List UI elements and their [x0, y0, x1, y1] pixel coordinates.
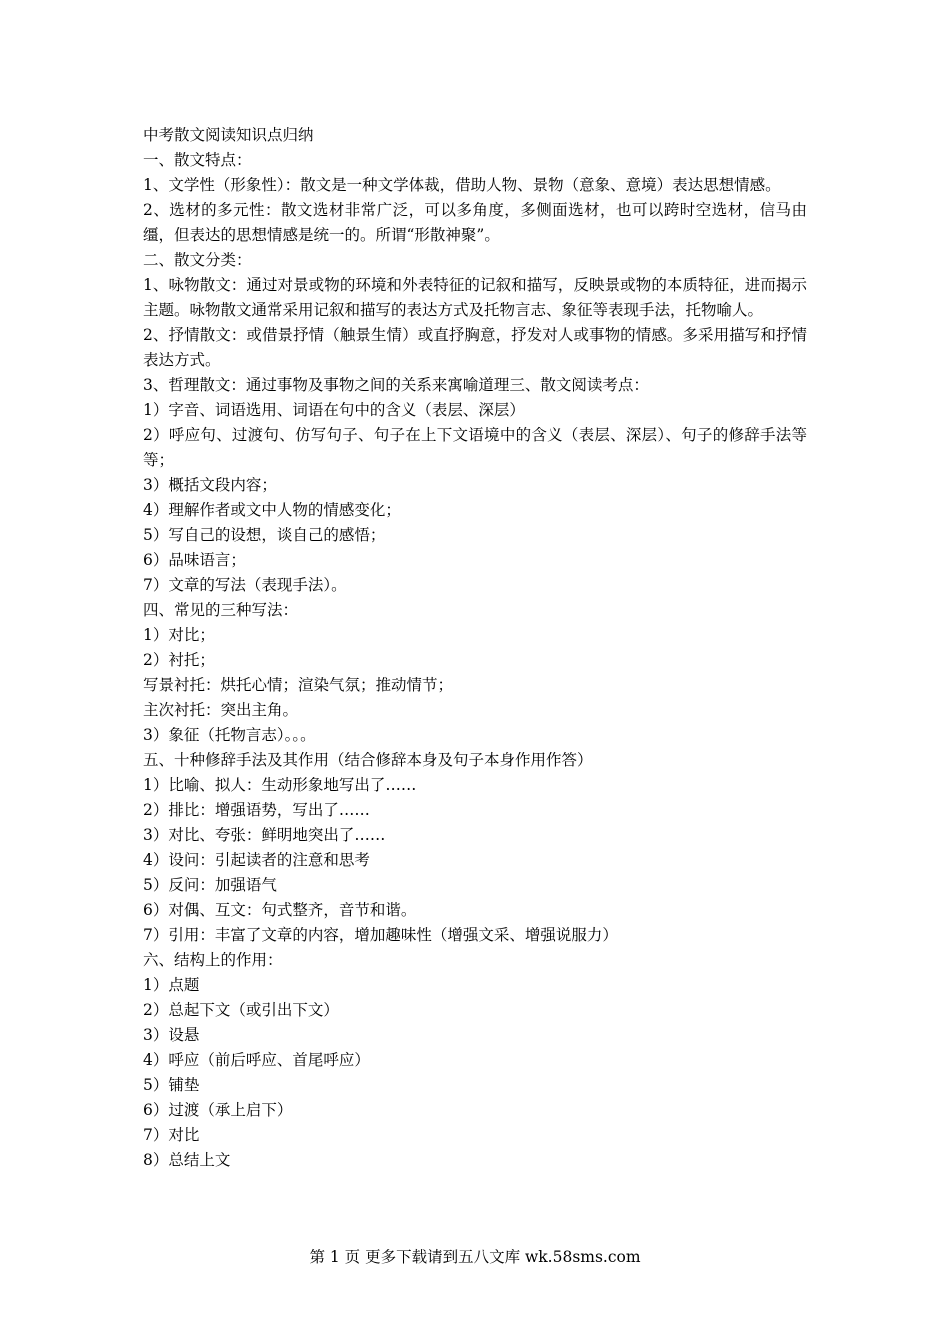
text-line: 5）铺垫: [143, 1076, 200, 1094]
text-line: 8）总结上文: [143, 1151, 231, 1169]
text-line: 3）概括文段内容；: [143, 476, 277, 494]
text-line: 4）设问：引起读者的注意和思考: [143, 851, 370, 869]
text-line: 1）对比；: [143, 626, 215, 644]
text-line: 3）象征（托物言志）。。。: [143, 726, 316, 744]
text-line: 3、哲理散文：通过事物及事物之间的关系来寓喻道理三、散文阅读考点：: [143, 376, 649, 394]
text-line: 2）总起下文（或引出下文）: [143, 1001, 339, 1019]
text-line: 六、结构上的作用：: [143, 951, 283, 969]
document-title: 中考散文阅读知识点归纳: [143, 126, 314, 144]
text-line: 5）写自己的设想，谈自己的感悟；: [143, 526, 386, 544]
text-line: 2）衬托；: [143, 651, 215, 669]
text-line: 一、散文特点：: [143, 151, 252, 169]
document-body: [143, 123, 807, 1173]
text-line: 四、常见的三种写法：: [143, 601, 299, 619]
text-line: 4）理解作者或文中人物的情感变化；: [143, 501, 401, 519]
text-line: 1）比喻、拟人：生动形象地写出了……: [143, 776, 417, 794]
text-line: 7）文章的写法（表现手法）。: [143, 576, 347, 594]
text-line: 1）字音、词语选用、词语在句中的含义（表层、深层）: [143, 401, 525, 419]
text-line: 2）排比：增强语势，写出了……: [143, 801, 370, 819]
text-line: 3）对比、夸张：鲜明地突出了……: [143, 826, 386, 844]
text-line: 7）引用：丰富了文章的内容，增加趣味性（增强文采、增强说服力）: [143, 926, 618, 944]
text-line: 二、散文分类：: [143, 251, 252, 269]
text-line: 3）设悬: [143, 1026, 200, 1044]
text-line: 2）呼应句、过渡句、仿写句子、句子在上下文语境中的含义（表层、深层）、句子的修辞手法等等；: [143, 426, 807, 469]
text-line: 1、咏物散文：通过对景或物的环境和外表特征的记叙和描写，反映景或物的本质特征，进而揭示主题。咏物散文通常采用记叙和描写的表达方式及托物言志、象征等表现手法，托物喻人。: [143, 276, 807, 319]
text-line: 主次衬托：突出主角。: [143, 701, 299, 719]
text-line: 7）对比: [143, 1126, 200, 1144]
text-line: 6）品味语言；: [143, 551, 246, 569]
text-line: 2、选材的多元性：散文选材非常广泛，可以多角度，多侧面选材，也可以跨时空选材，信马由缰，但表达的思想情感是统一的。所谓“形散神聚”。: [143, 201, 807, 244]
text-line: 4）呼应（前后呼应、首尾呼应）: [143, 1051, 370, 1069]
text-line: 1、文学性（形象性）：散文是一种文学体裁，借助人物、景物（意象、意境）表达思想情感。: [143, 176, 781, 194]
text-line: 6）对偶、互文：句式整齐，音节和谐。: [143, 901, 417, 919]
text-line: 写景衬托：烘托心情；渲染气氛；推动情节；: [143, 676, 454, 694]
page-footer: 第 1 页 更多下载请到五八文库 wk.58sms.com: [309, 1248, 641, 1266]
text-line: 6）过渡（承上启下）: [143, 1101, 293, 1119]
text-line: 五、十种修辞手法及其作用（结合修辞本身及句子本身作用作答）: [143, 751, 593, 769]
text-line: 1）点题: [143, 976, 200, 994]
text-line: 2、抒情散文：或借景抒情（触景生情）或直抒胸意，抒发对人或事物的情感。多采用描写和抒情表达方式。: [143, 326, 807, 369]
text-line: 5）反问：加强语气: [143, 876, 277, 894]
